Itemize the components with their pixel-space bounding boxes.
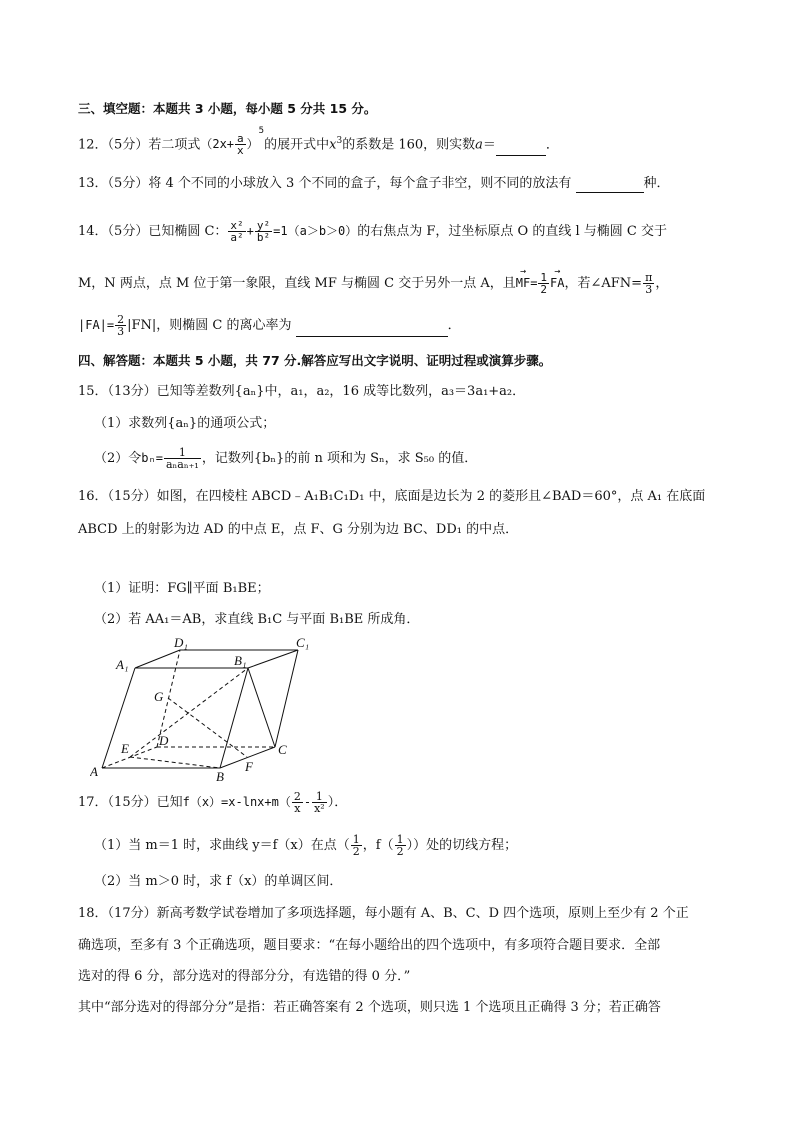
prism-figure: [90, 635, 330, 785]
q17-frac2-den: x²: [314, 802, 325, 815]
q14-line2-a: M，N 两点，点 M 位于第一象限，直线 MF 与椭圆 C 交于另外一点 A，且: [78, 276, 516, 291]
q12-end: ．: [545, 137, 559, 153]
question-14-line-2: [78, 272, 668, 295]
q14-pi-num: π: [645, 271, 653, 284]
q14-x2: x²: [230, 219, 244, 232]
q12-tail-a: 的展开式中: [264, 137, 330, 153]
edge-B1C1: [248, 650, 298, 668]
q17-frac-1: [292, 791, 303, 814]
q12-power: 5: [258, 126, 265, 137]
q13-end: 种．: [643, 176, 670, 191]
edge-A1D1: [135, 650, 180, 668]
q14-line1-tail: 的右焦点为 F，过坐标原点 O 的直线 l 与椭圆 C 交于: [357, 224, 667, 239]
q14-half-num: 1: [540, 271, 548, 284]
q14-frac-x: [228, 220, 245, 243]
q15-part-2: [94, 447, 477, 470]
q14-half: [538, 272, 549, 295]
q17-frac1-num: 2: [293, 790, 301, 803]
q14-answer-blank[interactable]: [296, 322, 448, 337]
q17-p1-den-a: 2: [352, 845, 360, 858]
q17-p1-num-a: 1: [352, 833, 360, 846]
q12-tail-c: ＝: [482, 137, 496, 153]
segment-EB: [130, 757, 220, 768]
q15-part-1: （1）求数列{aₙ}的通项公式；: [94, 416, 276, 431]
q14-line2-c: ，: [655, 276, 669, 291]
q15-frac: [164, 447, 201, 470]
q14-end: ．: [447, 318, 461, 333]
edge-BB1: [220, 668, 248, 768]
q17-p1-c: ））处的切线方程；: [406, 838, 518, 853]
q17-p1-den-b: 2: [396, 845, 404, 858]
segment-GF: [168, 698, 247, 757]
q17-f-def: f（x）=x-lnx+m（: [182, 795, 291, 809]
section-3-title: 三、填空题：本题共 3 小题，每小题 5 分共 15 分。: [78, 101, 377, 116]
question-13: [78, 175, 670, 193]
q17-p1-num-b: 1: [396, 833, 404, 846]
label-A: A: [90, 764, 98, 779]
q14-eq-tail: =1（a＞b＞0）: [273, 224, 358, 238]
label-G: G: [154, 689, 164, 704]
q12-ask-var: a: [475, 137, 483, 153]
q14-pi-frac: [643, 272, 654, 295]
label-D1: D₁: [174, 635, 188, 650]
q14-b2: b²: [256, 231, 271, 244]
segment-B1C: [248, 668, 275, 747]
q15-frac-num: 1: [164, 447, 201, 459]
q12-frac-den: x: [237, 144, 244, 158]
q14-two-den: 3: [117, 325, 125, 338]
q17-num: 17．（15分）已知: [78, 795, 183, 810]
q17-p1-frac-a: [351, 834, 362, 857]
q12-num: 12．（5分）若二项式: [78, 137, 201, 153]
q13-text: 13．（5分）将 4 个不同的小球放入 3 个不同的盒子，每个盒子非空，则不同的放法有: [78, 176, 572, 191]
q12-tail-b: 的系数是 160，则实数: [342, 137, 476, 153]
label-A1: A₁: [116, 657, 129, 672]
q14-line3-b: |FN|，则椭圆 C 的离心率为: [127, 318, 292, 333]
question-14-line-1: 14．（5分）已知椭圆 C： $\frac{\text{x²}}{\text{a²}}$ + $\frac{\text{y²}}{\text{b²}}$ =1（a＞b＞0）的右焦点为 F，过坐标原点 O 的直线 l 与椭圆 C 交于: [78, 219, 667, 244]
label-C1: C₁: [296, 635, 310, 650]
q17-part-2: （2）当 m＞0 时，求 f（x）的单调区间．: [94, 874, 343, 889]
q13-answer-blank[interactable]: [576, 178, 644, 193]
q14-half-den: 2: [540, 283, 548, 296]
label-E: E: [121, 741, 129, 756]
q14-eq-sign: =: [530, 276, 538, 290]
q14-vector-fa: → FA: [550, 274, 564, 292]
q18-line-4: 其中“部分选对的得部分分”是指：若正确答案有 2 个选项，则只选 1 个选项且正确得 3 分；若正确答: [78, 1000, 661, 1015]
q14-line3-a: |FA|=: [78, 318, 115, 332]
q17-stem: [78, 791, 347, 814]
q15-frac-den: aₙaₙ₊₁: [165, 458, 199, 471]
edge-CC1: [275, 650, 298, 747]
q12-frac-num: a: [237, 132, 244, 146]
question-12: 12．（5分）若二项式（2x+ $\frac{a}{x}$ ）$^5$的展开式中$x^3$的系数是 160，则实数a＝ ．: [78, 126, 559, 158]
label-B1: B₁: [234, 653, 247, 668]
q17-frac1-den: x: [294, 802, 301, 815]
q14-y2: y²: [256, 219, 271, 232]
q15-bn: bₙ=: [141, 451, 163, 465]
q12-fraction: [235, 133, 246, 156]
q17-frac2-num: 1: [312, 791, 327, 803]
q18-line-2: 确选项，至多有 3 个正确选项，题目要求：“在每小题给出的四个选项中，有多项符合题目要求．全部: [78, 938, 661, 953]
q17-p1-b: ，f（: [362, 838, 394, 853]
q15-p2-a: （2）令: [94, 451, 142, 466]
q16-part-2: （2）若 AA₁＝AB，求直线 B₁C 与平面 B₁BE 所成角．: [94, 612, 420, 627]
q12-answer-blank[interactable]: [496, 141, 546, 156]
edge-AA1: [102, 668, 135, 768]
q16-part-1: （1）证明：FG∥平面 B₁BE；: [94, 581, 270, 596]
label-D: D: [159, 733, 169, 748]
q16-line-1: 16．（15分）如图，在四棱柱 ABCD﹣A₁B₁C₁D₁ 中，底面是边长为 2 的菱形且∠BAD＝60°，点 A₁ 在底面: [78, 489, 706, 504]
q18-line-3: 选对的得 6 分，部分选对的得部分分，有选错的得 0 分．”: [78, 969, 411, 984]
label-C: C: [278, 742, 287, 757]
q17-f-end: ）．: [327, 795, 348, 810]
question-14-line-3: [78, 314, 461, 337]
q12-binom-base: 2x+: [212, 137, 235, 152]
segment-EB1: [130, 668, 248, 757]
q14-num: 14．（5分）已知椭圆 C：: [78, 224, 228, 239]
q14-two-thirds: [115, 314, 126, 337]
q16-line-2: ABCD 上的射影为边 AD 的中点 E，点 F、G 分别为边 BC、DD₁ 的中点．: [78, 522, 519, 537]
q14-line2-b: ，若∠AFN=: [564, 276, 643, 291]
q18-line-1: 18．（17分）新高考数学试卷增加了多项选择题，每小题有 A、B、C、D 四个选项，原则上至少有 2 个正: [78, 906, 689, 921]
q14-two-num: 2: [117, 313, 125, 326]
label-F: F: [245, 759, 253, 774]
q12-var: x: [329, 137, 337, 153]
q14-a2: a²: [230, 231, 244, 244]
q14-frac-y: [255, 220, 272, 243]
q14-vector-mf: → MF: [516, 274, 530, 292]
q17-part-1: [94, 834, 517, 857]
q15-stem: 15．（13分）已知等差数列{aₙ}中，a₁，a₂，16 成等比数列，a₃＝3a₁+a₂．: [78, 384, 526, 399]
q12-var-pow: 3: [336, 136, 343, 146]
q17-minus: -: [303, 795, 312, 809]
q15-p2-b: ，记数列{bₙ}的前 n 项和为 Sₙ，求 S₅₀ 的值．: [201, 451, 478, 466]
label-B: B: [216, 769, 224, 784]
q14-pi-den: 3: [645, 283, 653, 296]
q17-frac-2: [312, 791, 327, 814]
q17-p1-a: （1）当 m＝1 时，求曲线 y＝f（x）在点（: [94, 838, 350, 853]
edge-AD: [102, 747, 157, 768]
q17-p1-frac-b: [395, 834, 406, 857]
section-4-title: 四、解答题：本题共 5 小题，共 77 分.解答应写出文字说明、证明过程或演算步骤。: [78, 353, 552, 368]
